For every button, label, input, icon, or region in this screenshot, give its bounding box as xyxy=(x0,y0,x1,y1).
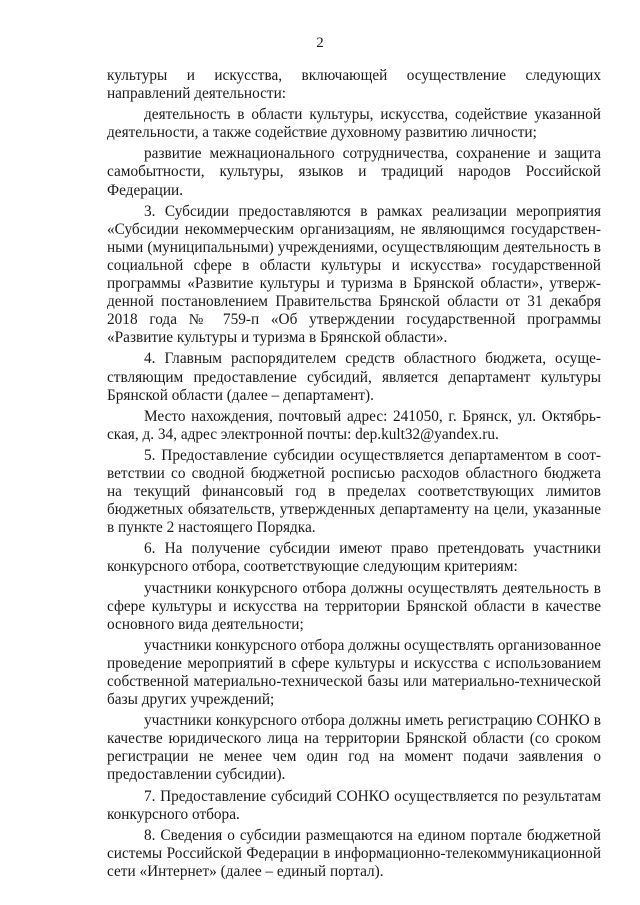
paragraph-item-5: 5. Предоставление субсидии осуществляется департаментом в соответствии со сводной бюджетной росписью расходов областного бюджета на текущий финансовый год в пределах соответствующих лимитов бюджетных обязательств, утвержденных департаменту на цели, указанные в пункте 2 настоящего Порядка. xyxy=(107,446,601,537)
paragraph-activity-international: развитие межнационального сотрудничества, сохранение и защита самобытности, культуры, языков и традиций народов Российской Федерации. xyxy=(107,145,601,199)
paragraph-criterion-1: участники конкурсного отбора должны осуществлять деятельность в сфере культуры и искусства на территории Брянской области в качестве основного вида деятельности; xyxy=(107,579,601,633)
paragraph-item-7: 7. Предоставление субсидий СОНКО осуществляется по результатам конкурсного отбора. xyxy=(107,787,601,823)
page-number: 2 xyxy=(316,35,324,51)
paragraph-intro: культуры и искусства, включающей осуществление следующих направлений деятельности: xyxy=(107,67,601,103)
paragraph-item-4: 4. Главным распорядителем средств областного бюджета, осуществляющим предоставление субсидий, является департамент культуры Брянской области (далее – департамент). xyxy=(107,350,601,404)
paragraph-item-8: 8. Сведения о субсидии размещаются на едином портале бюджетной системы Российской Федерации в информационно-телекоммуникационной сети «Интернет» (далее – единый портал). xyxy=(107,826,601,880)
paragraph-item-3: 3. Субсидии предоставляются в рамках реализации мероприятия «Субсидии некоммерческим организациям, не являющимся государственными (муниципальными) учреждениями, осуществляющим деятельность в социальной сфере в области культуры и искусства» государственной программы «Развитие культуры и туризма в Брянской области», утвержденной постановлением Правительства Брянской области от 31 декабря 2018 года № 759-п «Об утверждении государственной программы «Развитие культуры и туризма в Брянской области». xyxy=(107,202,601,347)
paragraph-item-6: 6. На получение субсидии имеют право претендовать участники конкурсного отбора, соответствующие следующим критериям: xyxy=(107,540,601,576)
paragraph-criterion-2: участники конкурсного отбора должны осуществлять организованное проведение мероприятий в сфере культуры и искусства с использованием собственной материально-технической базы или материально-технической базы других учреждений; xyxy=(107,636,601,709)
paragraph-address: Место нахождения, почтовый адрес: 241050, г. Брянск, ул. Октябрьская, д. 34, адрес электронной почты: dep.kult32@yandex.ru. xyxy=(107,407,601,443)
document-body xyxy=(107,67,601,884)
paragraph-criterion-3: участники конкурсного отбора должны иметь регистрацию СОНКО в качестве юридического лица на территории Брянской области (со сроком регистрации не менее чем один год на момент подачи заявления о предоставлении субсидии). xyxy=(107,712,601,784)
paragraph-activity-culture: деятельность в области культуры, искусства, содействие указанной деятельности, а также содействие духовному развитию личности; xyxy=(107,106,601,142)
